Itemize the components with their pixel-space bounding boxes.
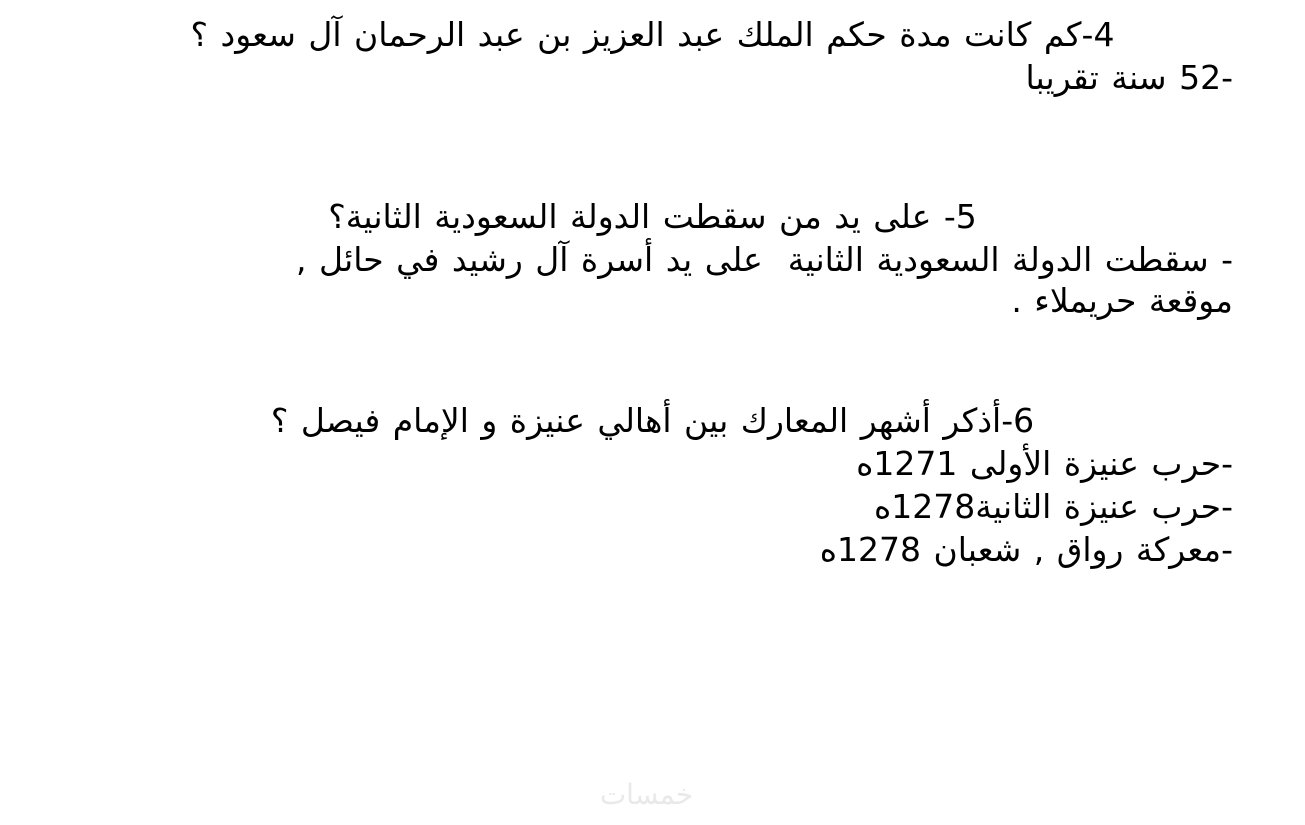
answer-text-q6-3: -معركة رواق , شعبان 1278ه	[819, 529, 1233, 569]
qa-block-q4	[72, 14, 1233, 100]
spacer-1	[72, 100, 1233, 196]
watermark	[0, 778, 1305, 811]
answer-text-q4-1: -52 سنة تقريبا	[1025, 57, 1233, 97]
question-text-q5: 5- على يد من سقطت الدولة السعودية الثانية؟	[328, 196, 977, 236]
answer-text-q5-2: موقعة حريملاء .	[1011, 281, 1233, 321]
question-text-q4: 4-كم كانت مدة حكم الملك عبد العزيز بن عبد الرحمان آل سعود ؟	[190, 15, 1115, 54]
answer-text-q5-1: - سقطت الدولة السعودية الثانية على يد أسرة آل رشيد في حائل ,	[296, 239, 1233, 279]
answer-text-q6-2: -حرب عنيزة الثانية1278ه	[873, 486, 1233, 526]
spacer-2	[72, 322, 1233, 400]
qa-block-q6	[72, 400, 1233, 572]
question-text-q6: 6-أذكر أشهر المعارك بين أهالي عنيزة و الإمام فيصل ؟	[270, 400, 1035, 440]
qa-block-q5	[72, 196, 1233, 322]
answer-text-q6-1: -حرب عنيزة الأولى 1271ه	[856, 443, 1233, 483]
watermark-text: خمسات	[599, 778, 694, 811]
